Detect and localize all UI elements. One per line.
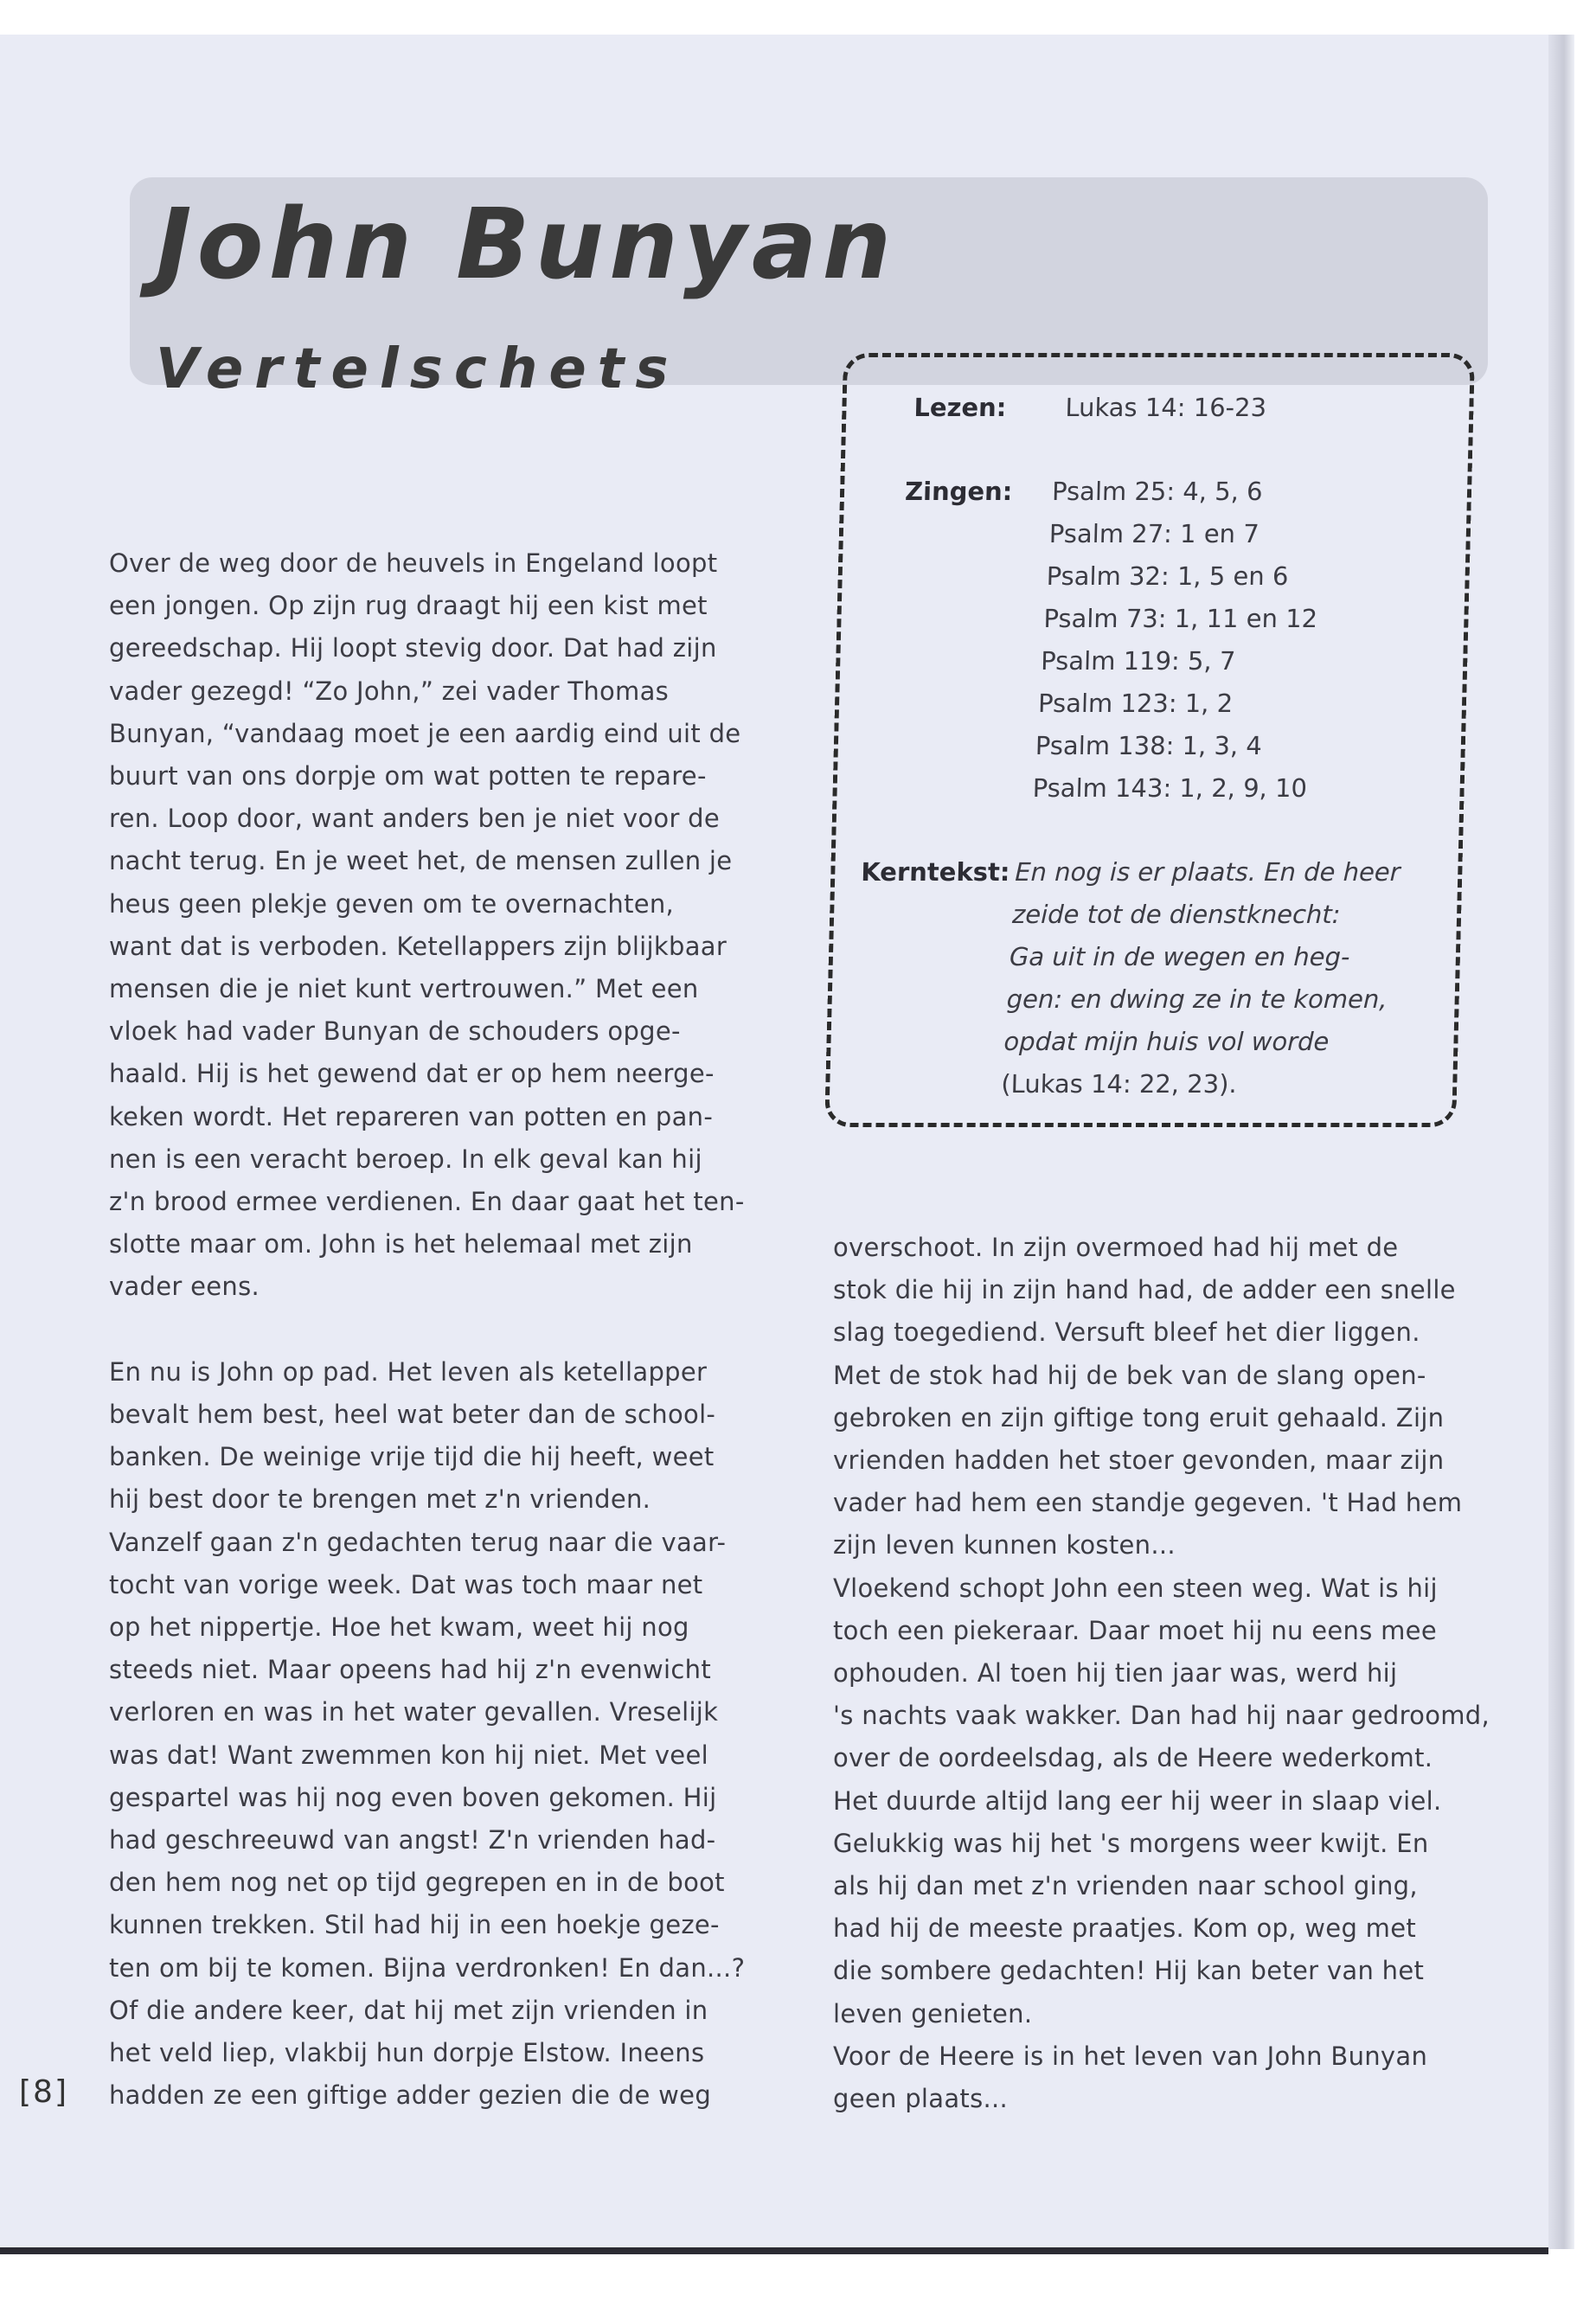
text-line: was dat! Want zwemmen kon hij niet. Met veel (109, 1740, 708, 1770)
text-line: op het nippertje. Hoe het kwam, weet hij nog (109, 1612, 689, 1643)
text-line: toch een piekeraar. Daar moet hij nu eens mee (833, 1615, 1437, 1645)
text-line: Het duurde altijd lang eer hij weer in slaap viel. (833, 1785, 1442, 1816)
text-line: vader gezegd! “Zo John,” zei vader Thomas (109, 676, 670, 706)
text-line: vrienden hadden het stoer gevonden, maar zijn (833, 1445, 1445, 1476)
text-line: tocht van vorige week. Dat was toch maar net (109, 1569, 703, 1599)
text-line: slag toegediend. Versuft bleef het dier liggen. (833, 1317, 1420, 1348)
kerntekst-reference: (Lukas 14: 22, 23). (1000, 1069, 1238, 1099)
text-line: Bunyan, “vandaag moet je een aardig eind uit de (109, 718, 741, 748)
lezen-row (913, 390, 1267, 425)
kerntekst-label-row (861, 855, 1010, 889)
text-line: gebroken en zijn giftige tong eruit gehaald. Zijn (833, 1402, 1445, 1433)
kerntekst-line: opdat mijn huis vol worde (1003, 1027, 1330, 1056)
text-line: vloek had vader Bunyan de schouders opge- (109, 1016, 681, 1047)
paragraph-gap (109, 1309, 745, 1351)
text-line: kunnen trekken. Stil had hij in een hoekje geze- (109, 1910, 720, 1940)
text-line: slotte maar om. John is het helemaal met zijn (109, 1229, 693, 1259)
text-line: steeds niet. Maar opeens had hij z'n evenwicht (109, 1655, 712, 1685)
text-line: Gelukkig was hij het 's morgens weer kwijt. En (833, 1828, 1429, 1858)
text-line: ren. Loop door, want anders ben je niet voor de (109, 804, 721, 834)
kerntekst-line: gen: en dwing ze in te komen, (1006, 984, 1388, 1014)
lezen-value: Lukas 14: 16-23 (1065, 393, 1267, 422)
text-line: vader had hem een standje gegeven. 't Had hem (833, 1488, 1463, 1518)
text-line: stok die hij in zijn hand had, de adder een snelle (833, 1275, 1456, 1305)
text-line: over de oordeelsdag, als de Heere wederkomt. (833, 1743, 1433, 1773)
page-number: [8] (19, 2074, 68, 2110)
text-line: had geschreeuwd van angst! Z'n vrienden had- (109, 1825, 716, 1856)
kerntekst-line: zeide tot de dienstknecht: (1011, 900, 1341, 929)
zingen-label-row (905, 474, 1013, 509)
text-line: ophouden. Al toen hij tien jaar was, werd hij (833, 1658, 1398, 1689)
text-line: hij best door te brengen met z'n vrienden. (109, 1484, 651, 1515)
text-line: als hij dan met z'n vrienden naar school ging, (833, 1871, 1418, 1901)
text-line: gespartel was hij nog even boven gekomen. Hij (109, 1782, 717, 1812)
page-bottom-edge (0, 2247, 1548, 2254)
lezen-label: Lezen: (913, 393, 1007, 422)
kerntekst-label: Kerntekst: (860, 857, 1010, 887)
text-line: nen is een veracht beroep. In elk geval kan hij (109, 1144, 702, 1174)
right-column (833, 1227, 1490, 2120)
zingen-item: Psalm 32: 1, 5 en 6 (1046, 561, 1289, 591)
text-line: bevalt hem best, heel wat beter dan de school- (109, 1400, 716, 1430)
text-line: had hij de meeste praatjes. Kom op, weg met (833, 1913, 1417, 1944)
reading-info-box (824, 353, 1475, 1127)
zingen-item: Psalm 73: 1, 11 en 12 (1043, 604, 1318, 633)
text-line: 's nachts vaak wakker. Dan had hij naar gedroomd, (833, 1701, 1490, 1731)
text-line: banken. De weinige vrije tijd die hij heeft, weet (109, 1442, 715, 1472)
text-line: z'n brood ermee verdienen. En daar gaat het ten- (109, 1187, 745, 1217)
text-line: overschoot. In zijn overmoed had hij met de (833, 1233, 1399, 1262)
zingen-item: Psalm 143: 1, 2, 9, 10 (1032, 773, 1308, 803)
zingen-item: Psalm 27: 1 en 7 (1048, 519, 1260, 548)
kerntekst-line: Ga uit in de wegen en heg- (1009, 942, 1350, 971)
text-line: keken wordt. Het repareren van potten en pan- (109, 1101, 714, 1131)
left-column (109, 542, 745, 2118)
text-line: Voor de Heere is in het leven van John Bunyan (833, 2041, 1428, 2071)
text-line: Met de stok had hij de bek van de slang open- (833, 1360, 1426, 1390)
paragraph-2 (109, 1351, 745, 2118)
zingen-item: Psalm 123: 1, 2 (1037, 689, 1234, 718)
text-line: die sombere gedachten! Hij kan beter van het (833, 1956, 1425, 1986)
text-line: haald. Hij is het gewend dat er op hem neerge- (109, 1059, 715, 1089)
text-line: mensen die je niet kunt vertrouwen.” Met een (109, 974, 699, 1004)
text-line: het veld liep, vlakbij hun dorpje Elstow. Ineens (109, 2038, 705, 2068)
zingen-item: Psalm 25: 4, 5, 6 (1051, 477, 1264, 506)
text-line: den hem nog net op tijd gegrepen en in de boot (109, 1868, 725, 1898)
text-line: Over de weg door de heuvels in Engeland loopt (109, 548, 718, 578)
text-line: want dat is verboden. Ketellappers zijn blijkbaar (109, 931, 727, 961)
text-line: En nu is John op pad. Het leven als ketellapper (109, 1356, 708, 1387)
text-line: Vanzelf gaan z'n gedachten terug naar die vaar- (109, 1527, 727, 1557)
zingen-item: Psalm 119: 5, 7 (1040, 646, 1236, 676)
zingen-label: Zingen: (904, 477, 1013, 506)
text-line: nacht terug. En je weet het, de mensen zullen je (109, 846, 733, 876)
page-gutter (1548, 35, 1574, 2249)
text-line: gereedschap. Hij loopt stevig door. Dat had zijn (109, 633, 717, 663)
text-line: heus geen plekje geven om te overnachten, (109, 888, 675, 919)
kerntekst-line: En nog is er plaats. En de heer (1014, 857, 1401, 887)
paragraph-1 (109, 542, 745, 1309)
text-line: vader eens. (109, 1272, 260, 1302)
text-line: Of die andere keer, dat hij met zijn vrienden in (109, 1995, 708, 2025)
text-line: verloren en was in het water gevallen. Vreselijk (109, 1697, 719, 1727)
text-line: een jongen. Op zijn rug draagt hij een kist met (109, 591, 708, 621)
zingen-item: Psalm 138: 1, 3, 4 (1035, 731, 1263, 760)
text-line: hadden ze een giftige adder gezien die de weg (109, 2080, 712, 2111)
page-subtitle: Vertelschets (156, 337, 680, 401)
text-line: ten om bij te komen. Bijna verdronken! En dan...? (109, 1952, 746, 1983)
page-title: John Bunyan (156, 189, 897, 301)
text-line: Vloekend schopt John een steen weg. Wat is hij (833, 1573, 1438, 1603)
text-line: leven genieten. (833, 1998, 1033, 2029)
text-line: buurt van ons dorpje om wat potten te repare- (109, 761, 707, 792)
text-line: geen plaats... (833, 2084, 1009, 2114)
text-line: zijn leven kunnen kosten... (833, 1530, 1176, 1561)
